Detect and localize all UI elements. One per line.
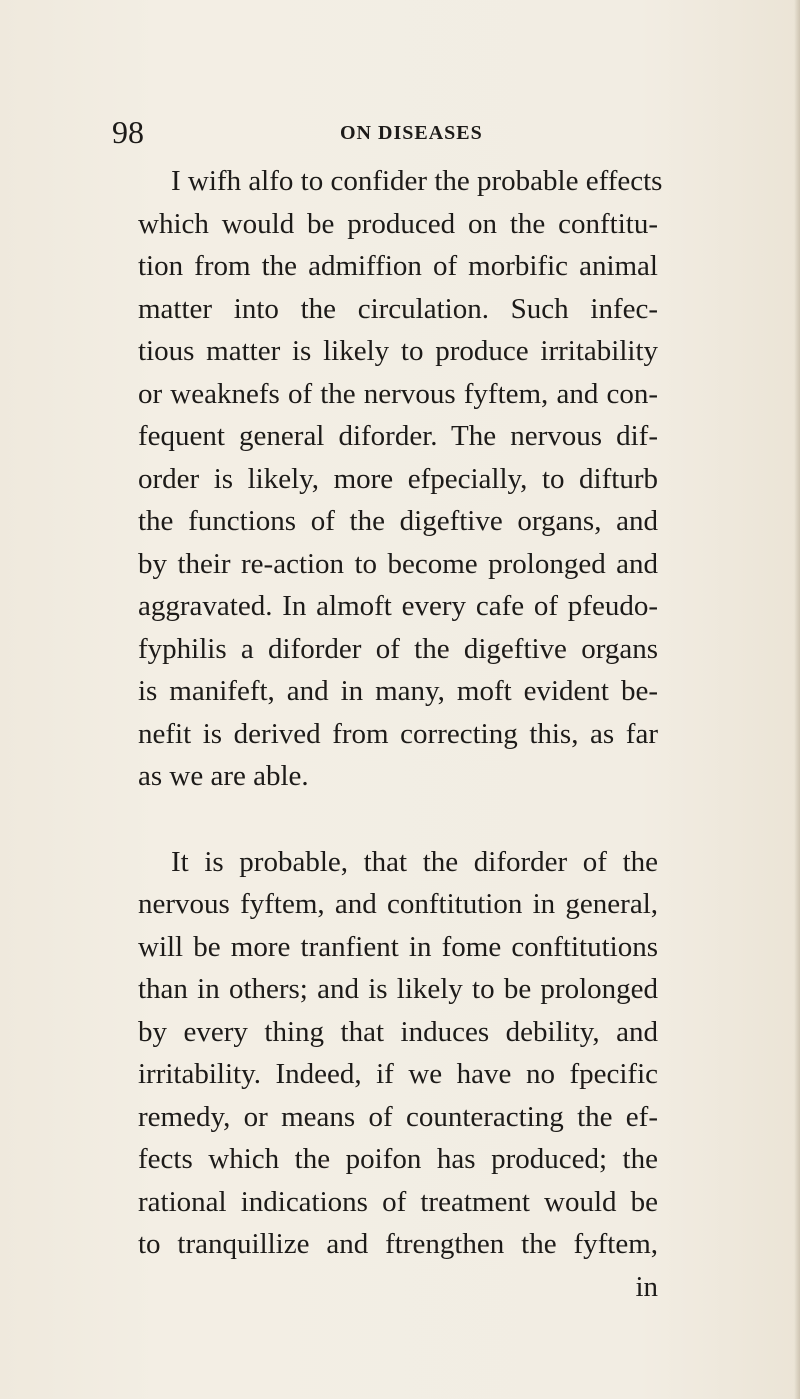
paragraph-2: [138, 841, 658, 1309]
text-line: which would be produced on the conftitu-: [138, 207, 658, 240]
text-line: tion from the admiffion of morbific animal: [138, 250, 658, 282]
body-text: [138, 160, 663, 1308]
text-line: aggravated. In almoft every cafe of pfeudo-: [138, 590, 658, 622]
text-line: It is probable, that the diforder of the: [171, 845, 658, 878]
text-line: than in others; and is likely to be prolonged: [138, 973, 658, 1005]
text-line: fyphilis a diforder of the digeftive organs: [138, 632, 658, 665]
text-line: fequent general diforder. The nervous dif-: [138, 420, 658, 452]
text-line: tious matter is likely to produce irritability: [138, 335, 658, 367]
text-line: order is likely, more efpecially, to difturb: [138, 462, 658, 495]
text-line: fects which the poifon has produced; the: [138, 1143, 658, 1175]
text-line: is manifeft, and in many, moft evident be-: [138, 675, 658, 707]
text-line: by every thing that induces debility, and: [138, 1015, 658, 1048]
paragraph-1: [138, 160, 663, 798]
paragraph-break: [138, 798, 658, 841]
text-line: I wifh alfo to confider the probable effects: [171, 165, 663, 197]
text-line: will be more tranfient in fome conftitutions: [138, 930, 658, 963]
running-head: ON DISEASES: [340, 122, 483, 144]
page-edge-shadow: [794, 0, 800, 1399]
text-line: as we are able.: [138, 760, 309, 792]
text-line: or weaknefs of the nervous fyftem, and con-: [138, 377, 658, 410]
text-line: matter into the circulation. Such infec-: [138, 292, 658, 325]
text-line: remedy, or means of counteracting the ef-: [138, 1100, 658, 1133]
text-line: nefit is derived from correcting this, as far: [138, 717, 658, 750]
text-line: the functions of the digeftive organs, and: [138, 505, 658, 537]
text-line: rational indications of treatment would be: [138, 1185, 658, 1218]
text-line: irritability. Indeed, if we have no fpecific: [138, 1058, 658, 1090]
page-number: 98: [112, 114, 144, 150]
page-header: [112, 112, 672, 152]
text-line: to tranquillize and ftrengthen the fyftem,: [138, 1228, 658, 1260]
text-line: by their re-action to become prolonged and: [138, 547, 658, 580]
catchword: in: [635, 1270, 658, 1303]
text-line: nervous fyftem, and conftitution in general,: [138, 888, 658, 920]
